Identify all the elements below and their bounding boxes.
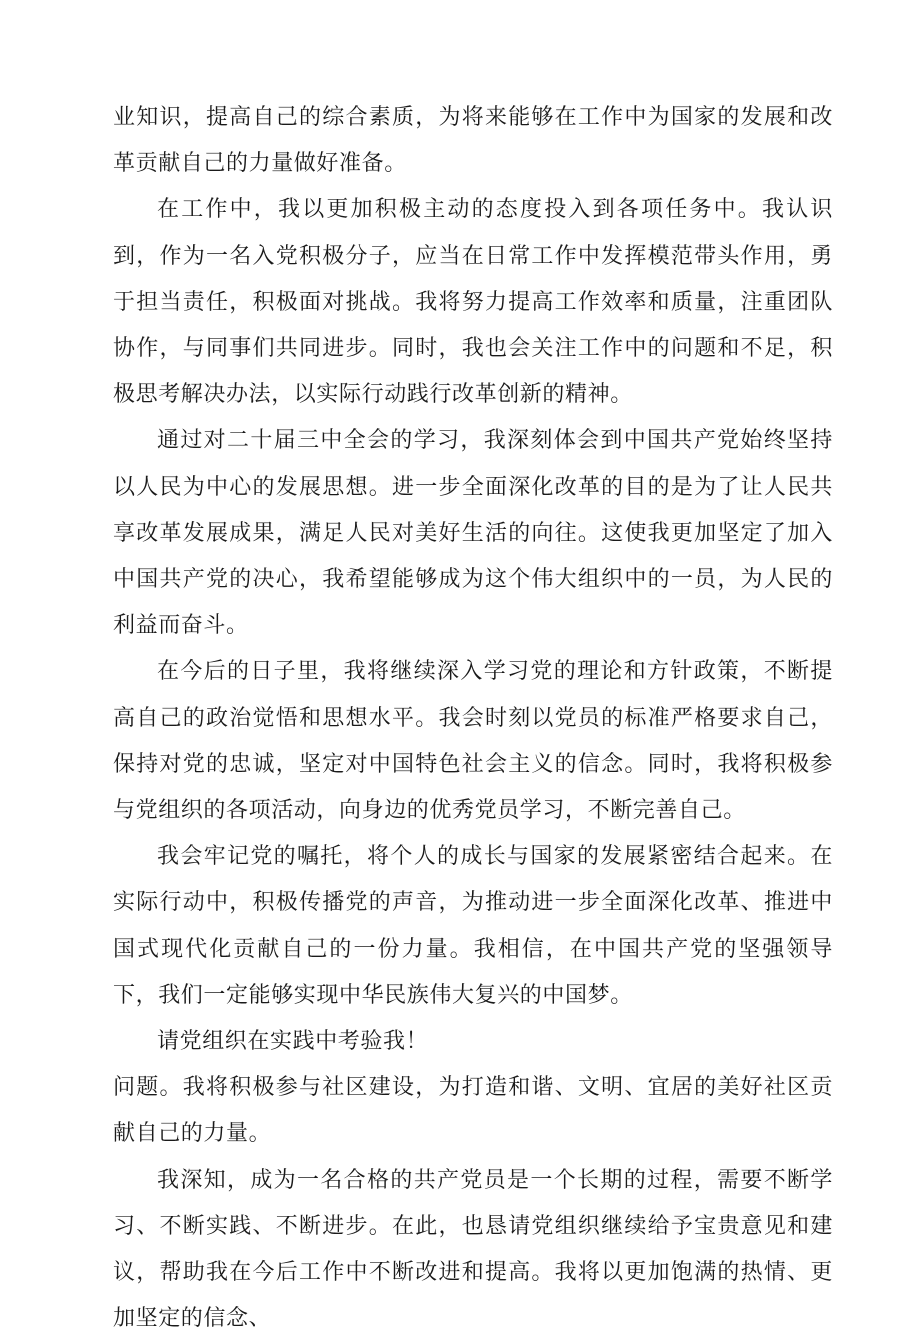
paragraph-3: 通过对二十届三中全会的学习，我深刻体会到中国共产党始终坚持以人民为中心的发展思想。进一步全面深化改革的目的是为了让人民共享改革发展成果，满足人民对美好生活的向往。这使我更加坚定了加入中国共产党的决心，我希望能够成为这个伟大组织中的一员，为人民的利益而奋斗。 [113,428,833,639]
paragraph-2: 在工作中，我以更加积极主动的态度投入到各项任务中。我认识到，作为一名入党积极分子，应当在日常工作中发挥模范带头作用，勇于担当责任，积极面对挑战。我将努力提高工作效率和质量，注重团队协作，与同事们共同进步。同时，我也会关注工作中的问题和不足，积极思考解决办法，以实际行动践行改革创新的精神。 [113,197,833,408]
paragraph-7: 问题。我将积极参与社区建设，为打造和谐、文明、宜居的美好社区贡献自己的力量。 [113,1075,833,1147]
paragraph-6: 请党组织在实践中考验我！ [157,1029,429,1055]
paragraph-4: 在今后的日子里，我将继续深入学习党的理论和方针政策，不断提高自己的政治觉悟和思想水平。我会时刻以党员的标准严格要求自己，保持对党的忠诚，坚定对中国特色社会主义的信念。同时，我将积极参与党组织的各项活动，向身边的优秀党员学习，不断完善自己。 [113,659,833,824]
paragraph-8: 我深知，成为一名合格的共产党员是一个长期的过程，需要不断学习、不断实践、不断进步。在此，也恳请党组织继续给予宝贵意见和建议，帮助我在今后工作中不断改进和提高。我将以更加饱满的热情、更加坚定的信念、 [113,1167,833,1332]
paragraph-1: 业知识，提高自己的综合素质，为将来能够在工作中为国家的发展和改革贡献自己的力量做好准备。 [113,105,833,177]
paragraph-5: 我会牢记党的嘱托，将个人的成长与国家的发展紧密结合起来。在实际行动中，积极传播党的声音，为推动进一步全面深化改革、推进中国式现代化贡献自己的一份力量。我相信，在中国共产党的坚强领导下，我们一定能够实现中华民族伟大复兴的中国梦。 [113,844,833,1008]
document-body [113,95,833,1342]
